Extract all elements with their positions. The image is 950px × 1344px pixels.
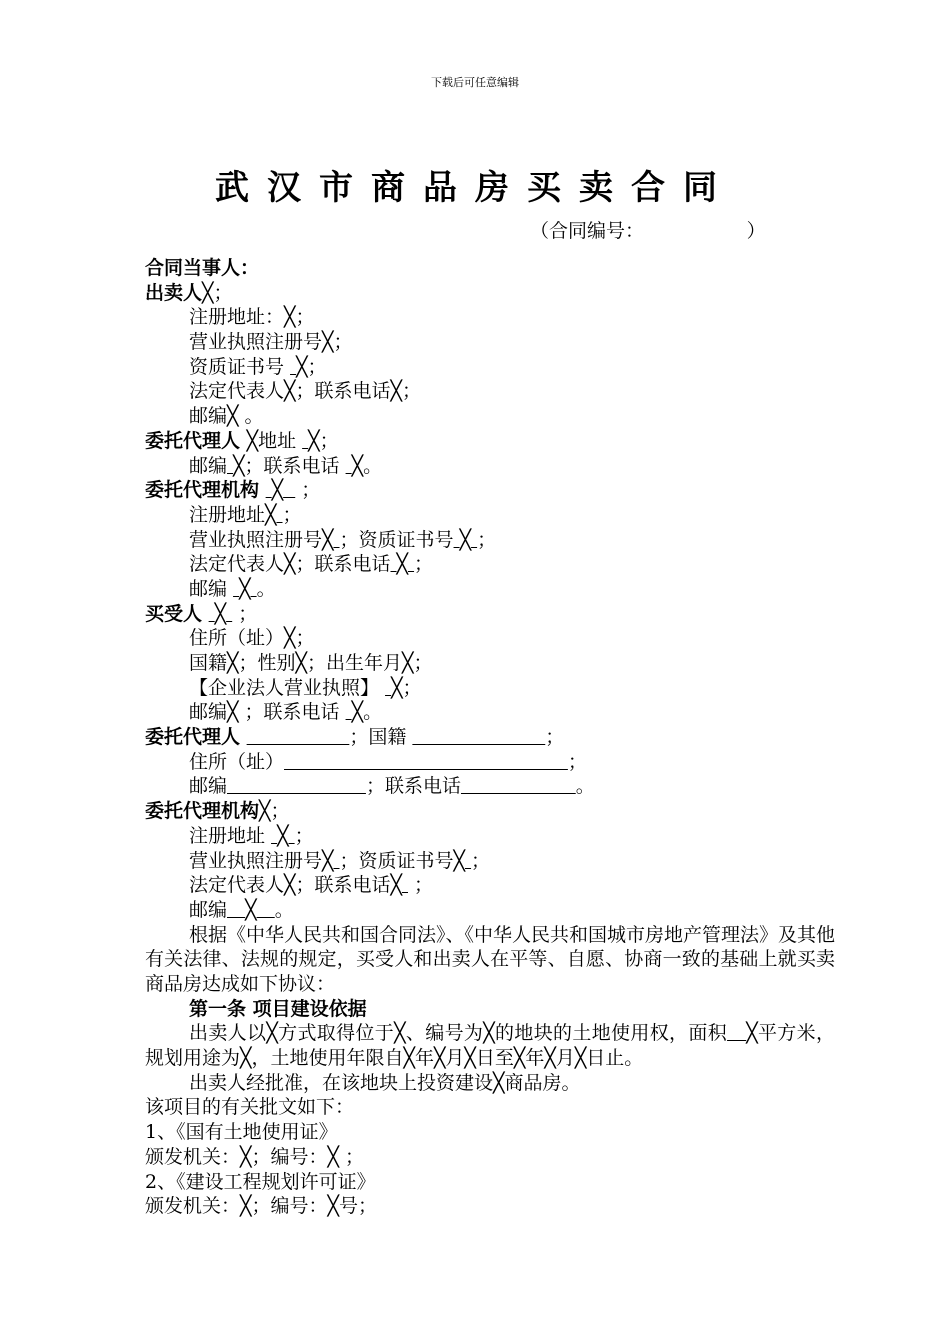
buyer-agent-line: 委托代理人 ；国籍 ； [145, 726, 565, 749]
contract-body [145, 256, 835, 1219]
seller-agency-line: 委托代理机构 ╳ ； [145, 479, 321, 502]
seller-agent-contact: 邮编 ╳；联系电话 ╳。 [189, 454, 383, 477]
buyer-agency-postcode: 邮编 ╳ 。 [189, 898, 294, 921]
buyer-agency-reg-address: 注册地址 ╳ ； [189, 824, 314, 847]
article1-doc2: 2、《建设工程规划许可证》 [145, 1170, 376, 1193]
article1-doc1: 1、《国有土地使用证》 [145, 1121, 338, 1144]
buyer-license: 【企业法人营业执照】 ╳； [189, 676, 422, 699]
contract-number: （合同编号： ） [530, 220, 766, 242]
seller-agency-license: 营业执照注册号╳ ；资质证书号 ╳ ； [189, 528, 497, 551]
buyer-agency-legal-rep: 法定代表人╳；联系电话╳ ； [189, 874, 434, 897]
buyer-agent-contact: 邮编 ；联系电话 。 [189, 775, 595, 798]
seller-agency-legal-rep: 法定代表人╳；联系电话 ╳ ； [189, 553, 434, 576]
article1-doc1-issuer: 颁发机关：╳；编号：╳ ； [145, 1145, 364, 1168]
parties-heading: 合同当事人： [145, 257, 260, 279]
article1-land: 出卖人以╳方式取得位于╳、编号为╳的地块的土地使用权，面积 ╳平方米，规划用途为╳，土地使用年限自╳年╳月╳日至╳年╳月╳日止。 [145, 1022, 835, 1070]
header-note: 下载后可任意编辑 [431, 76, 519, 89]
seller-postcode: 邮编╳ 。 [189, 405, 264, 428]
seller-qualification: 资质证书号 ╳； [189, 355, 327, 378]
buyer-residence: 住所（址）╳； [189, 627, 315, 650]
seller-agent-line: 委托代理人 ╳地址 ╳； [145, 429, 339, 452]
buyer-line: 买受人 ╳ ； [145, 602, 258, 625]
article1-doc2-issuer: 颁发机关：╳；编号：╳号； [145, 1195, 377, 1218]
seller-agency-postcode: 邮编 ╳ 。 [189, 577, 276, 600]
buyer-agency-license: 营业执照注册号╳ ；资质证书号╳ ； [189, 849, 491, 872]
seller-license: 营业执照注册号╳； [189, 331, 353, 354]
preamble: 根据《中华人民共和国合同法》、《中华人民共和国城市房地产管理法》及其他有关法律、法规的规定，买受人和出卖人在平等、自愿、协商一致的基础上就买卖商品房达成如下协议： [145, 923, 836, 995]
article1-docs-intro: 该项目的有关批文如下： [145, 1096, 355, 1119]
document-title: 武汉市商品房买卖合同 [215, 168, 735, 208]
seller-reg-address: 注册地址：╳； [189, 306, 315, 329]
seller-agency-reg-address: 注册地址╳ ； [189, 503, 302, 526]
article1-heading: 第一条 项目建设依据 [189, 997, 367, 1020]
seller-legal-rep: 法定代表人╳；联系电话╳； [189, 380, 421, 403]
buyer-agent-residence: 住所（址） ； [189, 750, 587, 773]
buyer-contact: 邮编╳ ；联系电话 ╳。 [189, 701, 383, 724]
seller-label: 出卖人 [145, 281, 203, 304]
article1-approved: 出卖人经批准，在该地块上投资建设╳商品房。 [189, 1071, 581, 1094]
buyer-personal: 国籍╳；性别╳；出生年月╳； [189, 652, 433, 674]
seller-line: 出卖人╳； [145, 281, 233, 304]
buyer-agency-line: 委托代理机构╳； [145, 800, 290, 823]
